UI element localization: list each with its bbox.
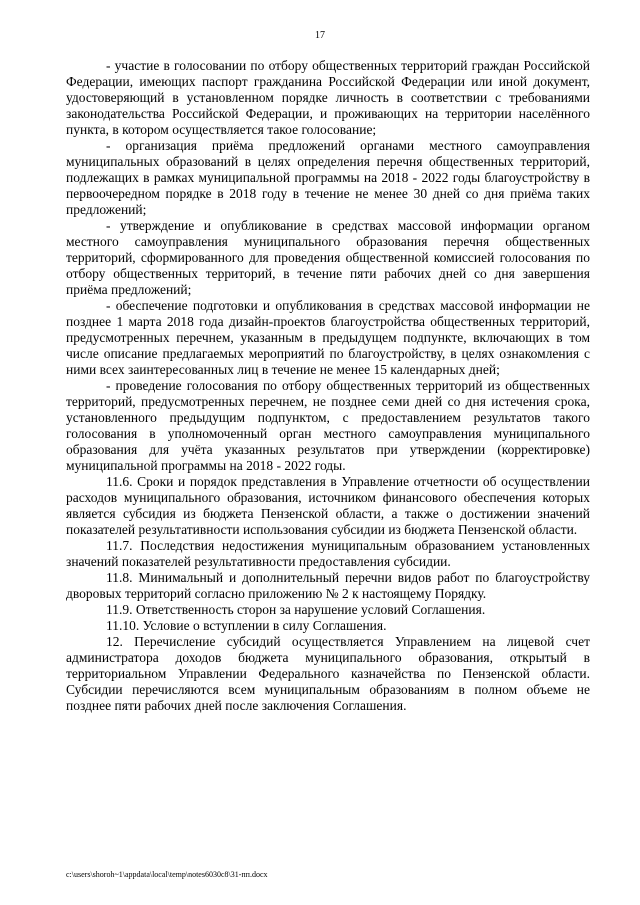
document-body [66, 58, 590, 714]
paragraph-list-approval: - утверждение и опубликование в средствах массовой информации органом местного самоуправления муниципального образования перечня общественных территорий, сформированного для проведения общественной комиссией голосования по отбору общественных территорий, в течение пяти рабочих дней со дня завершения приёма предложений; [66, 218, 590, 297]
footer-file-path: c:\users\shoroh~1\appdata\local\temp\notes6030c8\31-пп.docx [66, 870, 268, 879]
paragraph-11-8: 11.8. Минимальный и дополнительный перечни видов работ по благоустройству дворовых территорий согласно приложению № 2 к настоящему Порядку. [66, 570, 590, 601]
paragraph-design-projects: - обеспечение подготовки и опубликования в средствах массовой информации не позднее 1 марта 2018 года дизайн-проектов благоустройства общественных территорий, предусмотренных перечнем, указанным в предыдущем подпункте, включающих в том числе описание предлагаемых мероприятий по благоустройству, в целях ознакомления с ними всех заинтересованных лиц в течение не менее 15 календарных дней; [66, 298, 590, 377]
paragraph-proposal-reception: - организация приёма предложений органами местного самоуправления муниципальных образований в целях определения перечня общественных территорий, подлежащих в рамках муниципальной программы на 2018 - 2022 годы благоустройству в первоочередном порядке в 2018 году в течение не менее 30 дней со дня приёма таких предложений; [66, 138, 590, 217]
paragraph-11-9: 11.9. Ответственность сторон за нарушение условий Соглашения. [106, 602, 486, 617]
paragraph-11-10: 11.10. Условие о вступлении в силу Соглашения. [106, 618, 387, 633]
paragraph-11-6: 11.6. Сроки и порядок представления в Управление отчетности об осуществлении расходов муниципального образования, источником финансового обеспечения которых является субсидия из бюджета Пензенской области, а также о достижении значений показателей результативности использования субсидии из бюджета Пензенской области. [66, 474, 590, 537]
paragraph-voting-procedure: - проведение голосования по отбору общественных территорий из общественных территорий, предусмотренных перечнем, не позднее семи дней со дня истечения срока, установленного предыдущим подпунктом, с предоставлением результатов такого голосования в уполномоченный орган местного самоуправления муниципального образования для учёта указанных результатов при утверждении (корректировке) муниципальной программы на 2018 - 2022 годы. [66, 378, 590, 473]
paragraph-12: 12. Перечисление субсидий осуществляется Управлением на лицевой счет администратора доходов бюджета муниципального образования, открытый в территориальном Управлении Федерального казначейства по Пензенской области. Субсидии перечисляются всем муниципальным образованиям в полном объеме не позднее пяти рабочих дней после заключения Соглашения. [66, 634, 590, 713]
paragraph-11-7: 11.7. Последствия недостижения муниципальным образованием установленных значений показателей результативности предоставления субсидии. [66, 538, 590, 569]
page-number: 17 [315, 30, 325, 41]
paragraph-voting-participation: - участие в голосовании по отбору общественных территорий граждан Российской Федерации, имеющих паспорт гражданина Российской Федерации или иной документ, удостоверяющий в установленном порядке личность в соответствии с требованиями законодательства Российской Федерации, и проживающих на территории населённого пункта, в котором осуществляется такое голосование; [66, 58, 590, 137]
